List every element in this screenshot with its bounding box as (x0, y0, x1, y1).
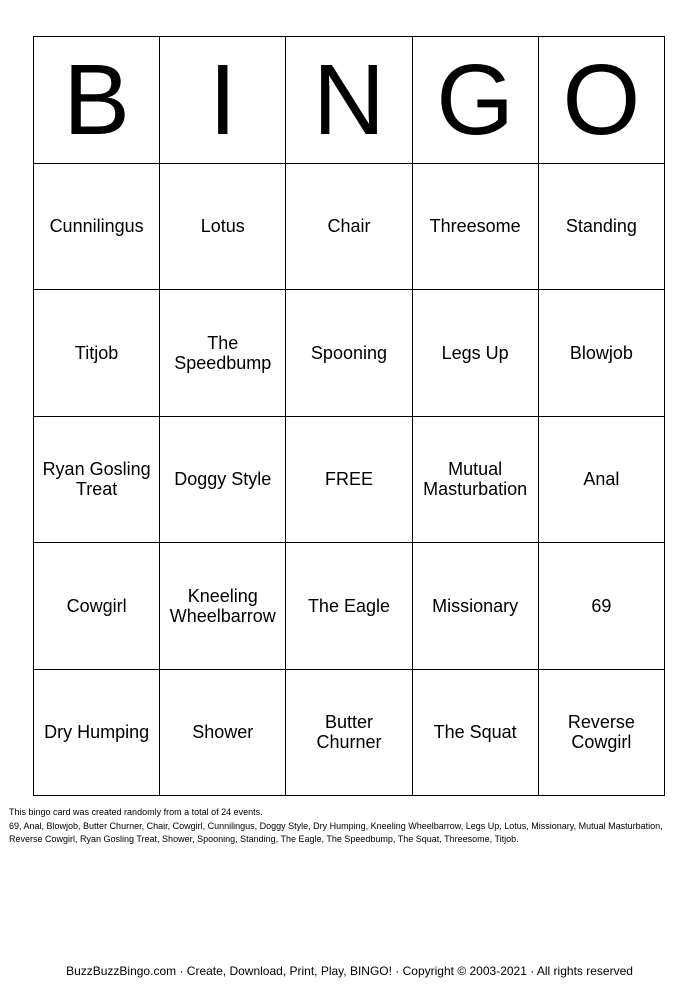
cell-label: Cunnilingus (49, 216, 144, 237)
bingo-cell (538, 290, 664, 417)
bingo-cell (538, 416, 664, 543)
cell-label: Mutual Masturbation (423, 459, 528, 500)
bingo-cell (412, 543, 538, 670)
bingo-cell (160, 163, 286, 290)
bingo-cell (34, 416, 160, 543)
card-row-1 (34, 163, 665, 290)
cell-label: Standing (565, 216, 637, 237)
bingo-cell (286, 669, 412, 796)
bingo-cell (34, 543, 160, 670)
bingo-cell (412, 163, 538, 290)
header-letter-o: O (538, 37, 664, 164)
bingo-cell (538, 669, 664, 796)
cell-label: Shower (192, 722, 254, 743)
notes-event-list: 69, Anal, Blowjob, Butter Churner, Chair, Cowgirl, Cunnilingus, Doggy Style, Dry Humping, Kneeling Wheelbarrow, Legs Up, Lotus, Missionary, Mutual Masturbation, Reverse Cowgirl, Ryan Gosling Treat, Shower, Spooning, Standing, The Eagle, The Speedbump, The Squat, Threesome, Titjob. (9, 820, 663, 844)
cell-label: The Squat (433, 722, 517, 743)
cell-label: Anal (583, 469, 620, 490)
bingo-cell (34, 669, 160, 796)
bingo-cell (286, 290, 412, 417)
free-cell (286, 416, 412, 543)
card-notes (9, 806, 689, 847)
header-letter-n: N (286, 37, 412, 164)
bingo-cell (160, 669, 286, 796)
cell-label: Butter Churner (316, 712, 382, 753)
cell-label: Legs Up (441, 342, 509, 363)
bingo-cell (34, 163, 160, 290)
bingo-cell (286, 543, 412, 670)
card-row-4 (34, 543, 665, 670)
cell-label: Cowgirl (66, 595, 127, 616)
bingo-cell (286, 163, 412, 290)
cell-label: The Speedbump (174, 332, 272, 373)
cell-label: Ryan Gosling Treat (42, 459, 151, 500)
card-row-3 (34, 416, 665, 543)
header-letter-b: B (34, 37, 160, 164)
cell-label: Reverse Cowgirl (567, 712, 635, 753)
bingo-cell (412, 290, 538, 417)
cell-label: Spooning (310, 342, 387, 363)
card-row-2 (34, 290, 665, 417)
bingo-cell (538, 543, 664, 670)
bingo-cell (160, 543, 286, 670)
bingo-cell (538, 163, 664, 290)
cell-label: Doggy Style (174, 469, 272, 490)
cell-label: Missionary (432, 595, 519, 616)
cell-label: Threesome (429, 216, 521, 237)
cell-label: Dry Humping (44, 722, 150, 743)
card-row-5 (34, 669, 665, 796)
cell-label: Kneeling Wheelbarrow (169, 585, 276, 626)
cell-label: Titjob (74, 342, 119, 363)
bingo-cell (34, 290, 160, 417)
free-label: FREE (324, 469, 373, 490)
cell-label: Blowjob (569, 342, 633, 363)
cell-label: The Eagle (307, 595, 390, 616)
bingo-cell (160, 416, 286, 543)
bingo-cell (160, 290, 286, 417)
bingo-card (33, 36, 665, 796)
notes-summary: This bingo card was created randomly from a total of 24 events. (9, 807, 263, 817)
page-footer: BuzzBuzzBingo.com · Create, Download, Print, Play, BINGO! · Copyright © 2003-2021 · All rights reserved (66, 964, 633, 978)
header-letter-i: I (160, 37, 286, 164)
cell-label: Chair (327, 216, 371, 237)
cell-label: 69 (591, 595, 612, 616)
header-row (34, 37, 665, 164)
cell-label: Lotus (200, 216, 245, 237)
bingo-cell (412, 416, 538, 543)
bingo-cell (412, 669, 538, 796)
header-letter-g: G (412, 37, 538, 164)
